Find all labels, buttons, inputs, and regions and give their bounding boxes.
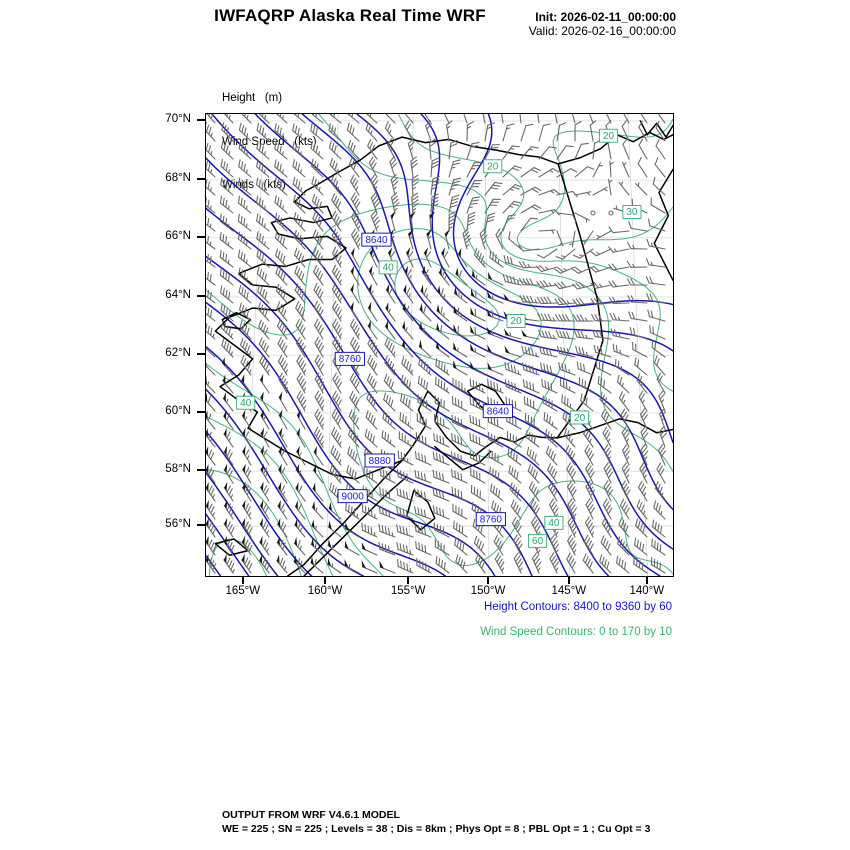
legend-height: Height (m) [222, 92, 283, 104]
valid-time: Valid: 2026-02-16_00:00:00 [528, 24, 676, 38]
lon-tick [242, 576, 244, 584]
weather-map-canvas [206, 114, 673, 576]
lat-tick [197, 353, 205, 355]
lon-tick-label: 155°W [390, 585, 426, 597]
lat-tick [197, 469, 205, 471]
height-contours-caption: Height Contours: 8400 to 9360 by 60 [484, 601, 672, 613]
model-info [222, 809, 650, 836]
lon-tick-label: 160°W [307, 585, 343, 597]
plot-title: IWFAQRP Alaska Real Time WRF [214, 6, 486, 25]
lon-tick-label: 140°W [629, 585, 665, 597]
lon-tick-label: 150°W [470, 585, 506, 597]
lat-tick-label: 60°N [165, 404, 191, 417]
lon-tick [646, 576, 648, 584]
lat-tick [197, 295, 205, 297]
lon-tick [487, 576, 489, 584]
lat-tick-label: 56°N [165, 518, 191, 531]
map-frame [205, 113, 674, 577]
lat-tick-label: 70°N [165, 112, 191, 125]
lat-tick [197, 236, 205, 238]
model-info-line1: OUTPUT FROM WRF V4.6.1 MODEL [222, 809, 400, 821]
lat-tick [197, 119, 205, 121]
init-valid-block [420, 10, 676, 38]
lon-tick [568, 576, 570, 584]
lat-tick-label: 58°N [165, 463, 191, 476]
lat-tick [197, 178, 205, 180]
lon-tick [407, 576, 409, 584]
lon-tick-label: 165°W [225, 585, 261, 597]
lon-tick-label: 145°W [551, 585, 587, 597]
lat-tick-label: 66°N [165, 229, 191, 242]
init-time: Init: 2026-02-11_00:00:00 [535, 10, 676, 24]
lon-tick [324, 576, 326, 584]
lat-tick-label: 68°N [165, 172, 191, 185]
model-info-line2: WE = 225 ; SN = 225 ; Levels = 38 ; Dis = 8km ; Phys Opt = 8 ; PBL Opt = 1 ; Cu Opt = 3 [222, 822, 651, 835]
lat-tick [197, 524, 205, 526]
windspeed-contours-caption: Wind Speed Contours: 0 to 170 by 10 [480, 626, 672, 638]
lat-tick-label: 62°N [165, 347, 191, 360]
lat-tick-label: 64°N [165, 288, 191, 301]
lat-tick [197, 411, 205, 413]
